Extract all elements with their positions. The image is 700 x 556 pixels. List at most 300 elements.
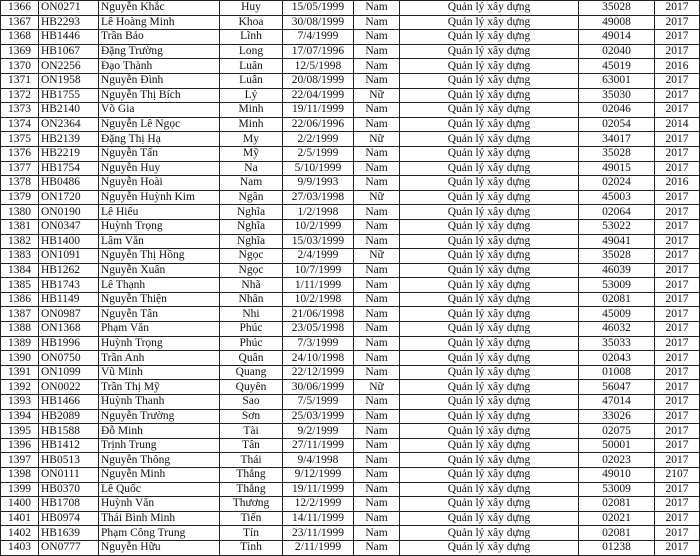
cell-year: 2017 (655, 249, 700, 264)
cell-major: Quản lý xây dựng (400, 30, 579, 45)
table-row (1, 438, 700, 453)
cell-major: Quản lý xây dựng (400, 15, 579, 30)
cell-birth-date: 10/2/1999 (283, 219, 354, 234)
table-row (1, 497, 700, 512)
cell-row-number: 1366 (1, 1, 39, 16)
cell-given-name: Lĩnh (220, 30, 283, 45)
cell-surname-middle-name: Đạo Thành (99, 59, 220, 74)
cell-surname-middle-name: Trịnh Trung (99, 438, 220, 453)
cell-year: 2017 (655, 395, 700, 410)
cell-school-code: 63001 (579, 73, 655, 88)
cell-school-code: 53009 (579, 482, 655, 497)
cell-student-id: ON2256 (39, 59, 99, 74)
cell-given-name: Minh (220, 103, 283, 118)
cell-major: Quản lý xây dựng (400, 176, 579, 191)
cell-gender: Nữ (354, 190, 400, 205)
cell-gender: Nam (354, 73, 400, 88)
cell-surname-middle-name: Đặng Thị Hạ (99, 132, 220, 147)
cell-birth-date: 19/11/1999 (283, 103, 354, 118)
cell-given-name: Thắng (220, 468, 283, 483)
cell-row-number: 1402 (1, 526, 39, 541)
cell-given-name: Ngọc (220, 249, 283, 264)
cell-year: 2017 (655, 73, 700, 88)
table-row (1, 103, 700, 118)
cell-birth-date: 12/5/1998 (283, 59, 354, 74)
table-row (1, 161, 700, 176)
cell-year: 2017 (655, 205, 700, 220)
cell-year: 2017 (655, 30, 700, 45)
cell-school-code: 49010 (579, 468, 655, 483)
cell-row-number: 1369 (1, 44, 39, 59)
cell-surname-middle-name: Lê Hoàng Minh (99, 15, 220, 30)
cell-surname-middle-name: Nguyễn Khắc (99, 1, 220, 16)
cell-row-number: 1395 (1, 424, 39, 439)
table-row (1, 278, 700, 293)
cell-birth-date: 7/3/1999 (283, 336, 354, 351)
cell-birth-date: 9/2/1999 (283, 424, 354, 439)
cell-student-id: ON0022 (39, 380, 99, 395)
cell-surname-middle-name: Nguyễn Thiện (99, 292, 220, 307)
cell-row-number: 1393 (1, 395, 39, 410)
cell-given-name: Huy (220, 1, 283, 16)
table-row (1, 59, 700, 74)
cell-surname-middle-name: Lê Quốc (99, 482, 220, 497)
cell-given-name: My (220, 132, 283, 147)
table-row (1, 73, 700, 88)
cell-school-code: 46039 (579, 263, 655, 278)
cell-given-name: Tình (220, 540, 283, 555)
cell-gender: Nam (354, 468, 400, 483)
cell-given-name: Nam (220, 176, 283, 191)
cell-given-name: Tín (220, 526, 283, 541)
cell-surname-middle-name: Lê Thạnh (99, 278, 220, 293)
cell-row-number: 1372 (1, 88, 39, 103)
cell-surname-middle-name: Nguyễn Thị Bích (99, 88, 220, 103)
cell-year: 2017 (655, 409, 700, 424)
cell-school-code: 35033 (579, 336, 655, 351)
cell-birth-date: 30/06/1999 (283, 380, 354, 395)
cell-major: Quản lý xây dựng (400, 453, 579, 468)
cell-surname-middle-name: Nguyễn Huỳnh Kim (99, 190, 220, 205)
cell-major: Quản lý xây dựng (400, 44, 579, 59)
cell-school-code: 46032 (579, 322, 655, 337)
cell-gender: Nữ (354, 88, 400, 103)
table-row (1, 307, 700, 322)
cell-given-name: Thái (220, 453, 283, 468)
cell-birth-date: 2/11/1999 (283, 540, 354, 555)
cell-school-code: 02040 (579, 44, 655, 59)
cell-birth-date: 23/05/1998 (283, 322, 354, 337)
cell-row-number: 1377 (1, 161, 39, 176)
cell-student-id: HB0513 (39, 453, 99, 468)
cell-birth-date: 20/08/1999 (283, 73, 354, 88)
cell-year: 2017 (655, 453, 700, 468)
cell-row-number: 1397 (1, 453, 39, 468)
cell-birth-date: 30/08/1999 (283, 15, 354, 30)
cell-birth-date: 12/2/1999 (283, 497, 354, 512)
cell-given-name: Nghĩa (220, 205, 283, 220)
cell-major: Quản lý xây dựng (400, 424, 579, 439)
cell-surname-middle-name: Võ Gia (99, 103, 220, 118)
cell-gender: Nam (354, 161, 400, 176)
cell-row-number: 1373 (1, 103, 39, 118)
cell-row-number: 1399 (1, 482, 39, 497)
cell-given-name: Luân (220, 59, 283, 74)
cell-major: Quản lý xây dựng (400, 103, 579, 118)
cell-student-id: HB1466 (39, 395, 99, 410)
table-row (1, 219, 700, 234)
cell-gender: Nam (354, 365, 400, 380)
cell-major: Quản lý xây dựng (400, 73, 579, 88)
cell-surname-middle-name: Nguyễn Tấn (99, 146, 220, 161)
cell-year: 2017 (655, 234, 700, 249)
table-row (1, 176, 700, 191)
cell-major: Quản lý xây dựng (400, 59, 579, 74)
cell-year: 2017 (655, 88, 700, 103)
cell-student-id: HB2139 (39, 132, 99, 147)
cell-surname-middle-name: Lê Hiếu (99, 205, 220, 220)
cell-birth-date: 23/11/1999 (283, 526, 354, 541)
cell-gender: Nam (354, 409, 400, 424)
cell-surname-middle-name: Vũ Minh (99, 365, 220, 380)
cell-given-name: Nghĩa (220, 234, 283, 249)
cell-surname-middle-name: Trần Bảo (99, 30, 220, 45)
cell-gender: Nam (354, 176, 400, 191)
cell-student-id: ON0271 (39, 1, 99, 16)
cell-gender: Nam (354, 219, 400, 234)
cell-school-code: 02021 (579, 511, 655, 526)
cell-given-name: Thắng (220, 482, 283, 497)
cell-student-id: HB1412 (39, 438, 99, 453)
cell-student-id: HB2089 (39, 409, 99, 424)
cell-major: Quản lý xây dựng (400, 380, 579, 395)
cell-school-code: 02046 (579, 103, 655, 118)
table-row (1, 424, 700, 439)
cell-year: 2017 (655, 351, 700, 366)
cell-row-number: 1396 (1, 438, 39, 453)
cell-surname-middle-name: Nguyễn Thông (99, 453, 220, 468)
cell-surname-middle-name: Phạm Văn (99, 322, 220, 337)
cell-given-name: Nhã (220, 278, 283, 293)
cell-school-code: 45003 (579, 190, 655, 205)
cell-year: 2017 (655, 146, 700, 161)
cell-row-number: 1387 (1, 307, 39, 322)
cell-row-number: 1379 (1, 190, 39, 205)
cell-row-number: 1383 (1, 249, 39, 264)
cell-surname-middle-name: Nguyễn Lê Ngọc (99, 117, 220, 132)
cell-gender: Nữ (354, 249, 400, 264)
cell-major: Quản lý xây dựng (400, 497, 579, 512)
cell-gender: Nam (354, 205, 400, 220)
cell-school-code: 02081 (579, 497, 655, 512)
cell-student-id: HB1639 (39, 526, 99, 541)
cell-row-number: 1389 (1, 336, 39, 351)
cell-gender: Nam (354, 278, 400, 293)
table-row (1, 409, 700, 424)
cell-row-number: 1388 (1, 322, 39, 337)
cell-birth-date: 1/2/1998 (283, 205, 354, 220)
cell-major: Quản lý xây dựng (400, 511, 579, 526)
cell-year: 2017 (655, 161, 700, 176)
cell-given-name: Mỹ (220, 146, 283, 161)
cell-given-name: Khoa (220, 15, 283, 30)
cell-year: 2017 (655, 336, 700, 351)
cell-student-id: ON1091 (39, 249, 99, 264)
cell-row-number: 1403 (1, 540, 39, 555)
cell-student-id: HB2293 (39, 15, 99, 30)
cell-given-name: Tiến (220, 511, 283, 526)
cell-student-id: ON1958 (39, 73, 99, 88)
table-body (1, 1, 700, 556)
cell-gender: Nam (354, 351, 400, 366)
cell-student-id: HB1996 (39, 336, 99, 351)
cell-gender: Nam (354, 234, 400, 249)
cell-school-code: 49041 (579, 234, 655, 249)
table-row (1, 1, 700, 16)
table-row (1, 205, 700, 220)
cell-school-code: 53022 (579, 219, 655, 234)
cell-major: Quản lý xây dựng (400, 117, 579, 132)
cell-major: Quản lý xây dựng (400, 395, 579, 410)
cell-school-code: 49008 (579, 15, 655, 30)
cell-surname-middle-name: Nguyễn Tân (99, 307, 220, 322)
cell-year: 2017 (655, 307, 700, 322)
cell-major: Quản lý xây dựng (400, 482, 579, 497)
cell-surname-middle-name: Trần Thị Mỹ (99, 380, 220, 395)
table-row (1, 146, 700, 161)
cell-school-code: 47014 (579, 395, 655, 410)
cell-year: 2017 (655, 278, 700, 293)
cell-major: Quản lý xây dựng (400, 132, 579, 147)
table-row (1, 453, 700, 468)
cell-school-code: 02024 (579, 176, 655, 191)
cell-major: Quản lý xây dựng (400, 205, 579, 220)
cell-birth-date: 10/7/1999 (283, 263, 354, 278)
cell-gender: Nam (354, 424, 400, 439)
cell-row-number: 1390 (1, 351, 39, 366)
cell-gender: Nam (354, 146, 400, 161)
cell-student-id: HB1149 (39, 292, 99, 307)
table-row (1, 30, 700, 45)
cell-row-number: 1398 (1, 468, 39, 483)
cell-major: Quản lý xây dựng (400, 161, 579, 176)
cell-year: 2017 (655, 380, 700, 395)
cell-student-id: HB0370 (39, 482, 99, 497)
cell-student-id: ON1368 (39, 322, 99, 337)
cell-gender: Nam (354, 336, 400, 351)
cell-major: Quản lý xây dựng (400, 278, 579, 293)
cell-gender: Nam (354, 44, 400, 59)
cell-birth-date: 1/11/1999 (283, 278, 354, 293)
cell-year: 2017 (655, 322, 700, 337)
cell-year: 2017 (655, 511, 700, 526)
cell-school-code: 02081 (579, 526, 655, 541)
cell-school-code: 53009 (579, 278, 655, 293)
cell-surname-middle-name: Đỗ Minh (99, 424, 220, 439)
cell-school-code: 01238 (579, 540, 655, 555)
cell-major: Quản lý xây dựng (400, 468, 579, 483)
cell-given-name: Luân (220, 73, 283, 88)
table-row (1, 44, 700, 59)
cell-given-name: Quang (220, 365, 283, 380)
cell-row-number: 1367 (1, 15, 39, 30)
cell-major: Quản lý xây dựng (400, 409, 579, 424)
cell-student-id: ON0987 (39, 307, 99, 322)
cell-birth-date: 22/06/1996 (283, 117, 354, 132)
cell-gender: Nam (354, 453, 400, 468)
cell-row-number: 1374 (1, 117, 39, 132)
cell-gender: Nam (354, 15, 400, 30)
table-row (1, 526, 700, 541)
cell-birth-date: 24/10/1998 (283, 351, 354, 366)
table-row (1, 482, 700, 497)
cell-gender: Nữ (354, 380, 400, 395)
cell-school-code: 45009 (579, 307, 655, 322)
cell-gender: Nam (354, 103, 400, 118)
cell-gender: Nam (354, 1, 400, 16)
cell-school-code: 56047 (579, 380, 655, 395)
cell-gender: Nam (354, 322, 400, 337)
cell-year: 2017 (655, 482, 700, 497)
table-row (1, 190, 700, 205)
cell-major: Quản lý xây dựng (400, 263, 579, 278)
cell-school-code: 49014 (579, 30, 655, 45)
cell-birth-date: 14/11/1999 (283, 511, 354, 526)
table-row (1, 15, 700, 30)
cell-birth-date: 2/2/1999 (283, 132, 354, 147)
cell-birth-date: 17/07/1996 (283, 44, 354, 59)
cell-year: 2017 (655, 1, 700, 16)
cell-gender: Nam (354, 307, 400, 322)
cell-gender: Nam (354, 526, 400, 541)
table-row (1, 380, 700, 395)
cell-surname-middle-name: Nguyễn Hoài (99, 176, 220, 191)
cell-birth-date: 9/9/1993 (283, 176, 354, 191)
table-row (1, 540, 700, 555)
cell-student-id: ON0111 (39, 468, 99, 483)
cell-surname-middle-name: Lâm Văn (99, 234, 220, 249)
cell-given-name: Phúc (220, 336, 283, 351)
cell-birth-date: 7/5/1999 (283, 395, 354, 410)
cell-student-id: HB1067 (39, 44, 99, 59)
cell-student-id: ON0777 (39, 540, 99, 555)
cell-surname-middle-name: Nguyễn Minh (99, 468, 220, 483)
cell-surname-middle-name: Nguyễn Trường (99, 409, 220, 424)
cell-student-id: HB2140 (39, 103, 99, 118)
cell-major: Quản lý xây dựng (400, 438, 579, 453)
cell-year: 2016 (655, 176, 700, 191)
table-row (1, 249, 700, 264)
cell-school-code: 35028 (579, 146, 655, 161)
cell-student-id: ON1099 (39, 365, 99, 380)
cell-school-code: 01008 (579, 365, 655, 380)
cell-gender: Nam (354, 511, 400, 526)
cell-row-number: 1386 (1, 292, 39, 307)
cell-birth-date: 2/4/1999 (283, 249, 354, 264)
cell-year: 2014 (655, 117, 700, 132)
cell-gender: Nam (354, 263, 400, 278)
cell-school-code: 02023 (579, 453, 655, 468)
cell-row-number: 1400 (1, 497, 39, 512)
cell-year: 2017 (655, 44, 700, 59)
cell-gender: Nam (354, 540, 400, 555)
cell-given-name: Sao (220, 395, 283, 410)
table-row (1, 88, 700, 103)
cell-school-code: 34017 (579, 132, 655, 147)
cell-given-name: Quân (220, 351, 283, 366)
cell-given-name: Long (220, 44, 283, 59)
cell-surname-middle-name: Thái Bình Minh (99, 511, 220, 526)
cell-surname-middle-name: Nguyễn Thị Hồng (99, 249, 220, 264)
table-row (1, 117, 700, 132)
cell-given-name: Quyên (220, 380, 283, 395)
cell-student-id: HB1400 (39, 234, 99, 249)
cell-row-number: 1391 (1, 365, 39, 380)
cell-birth-date: 22/04/1999 (283, 88, 354, 103)
cell-birth-date: 10/2/1998 (283, 292, 354, 307)
cell-student-id: HB1262 (39, 263, 99, 278)
cell-year: 2017 (655, 219, 700, 234)
cell-row-number: 1382 (1, 234, 39, 249)
cell-school-code: 02081 (579, 292, 655, 307)
cell-surname-middle-name: Nguyễn Xuân (99, 263, 220, 278)
cell-given-name: Sơn (220, 409, 283, 424)
table-row (1, 132, 700, 147)
cell-given-name: Nhân (220, 292, 283, 307)
cell-year: 2017 (655, 424, 700, 439)
cell-given-name: Minh (220, 117, 283, 132)
cell-gender: Nam (354, 497, 400, 512)
cell-surname-middle-name: Huỳnh Văn (99, 497, 220, 512)
cell-school-code: 02043 (579, 351, 655, 366)
cell-birth-date: 7/4/1999 (283, 30, 354, 45)
cell-gender: Nam (354, 117, 400, 132)
cell-year: 2017 (655, 497, 700, 512)
cell-birth-date: 19/11/1999 (283, 482, 354, 497)
cell-given-name: Lý (220, 88, 283, 103)
cell-birth-date: 5/10/1999 (283, 161, 354, 176)
table-row (1, 468, 700, 483)
cell-year: 2016 (655, 59, 700, 74)
cell-major: Quản lý xây dựng (400, 540, 579, 555)
cell-row-number: 1384 (1, 263, 39, 278)
cell-birth-date: 9/4/1998 (283, 453, 354, 468)
cell-birth-date: 21/06/1998 (283, 307, 354, 322)
cell-year: 2017 (655, 540, 700, 555)
cell-row-number: 1394 (1, 409, 39, 424)
cell-school-code: 49015 (579, 161, 655, 176)
cell-student-id: HB1446 (39, 30, 99, 45)
cell-school-code: 02064 (579, 205, 655, 220)
cell-major: Quản lý xây dựng (400, 146, 579, 161)
cell-student-id: ON0750 (39, 351, 99, 366)
cell-major: Quản lý xây dựng (400, 336, 579, 351)
cell-school-code: 35030 (579, 88, 655, 103)
cell-major: Quản lý xây dựng (400, 249, 579, 264)
cell-student-id: ON1720 (39, 190, 99, 205)
cell-given-name: Ngân (220, 190, 283, 205)
cell-surname-middle-name: Đặng Trường (99, 44, 220, 59)
cell-student-id: HB1754 (39, 161, 99, 176)
cell-surname-middle-name: Trần Anh (99, 351, 220, 366)
cell-given-name: Tài (220, 424, 283, 439)
cell-given-name: Tân (220, 438, 283, 453)
table-row (1, 351, 700, 366)
cell-major: Quản lý xây dựng (400, 190, 579, 205)
cell-student-id: HB2219 (39, 146, 99, 161)
cell-surname-middle-name: Nguyễn Hữu (99, 540, 220, 555)
cell-student-id: HB1588 (39, 424, 99, 439)
